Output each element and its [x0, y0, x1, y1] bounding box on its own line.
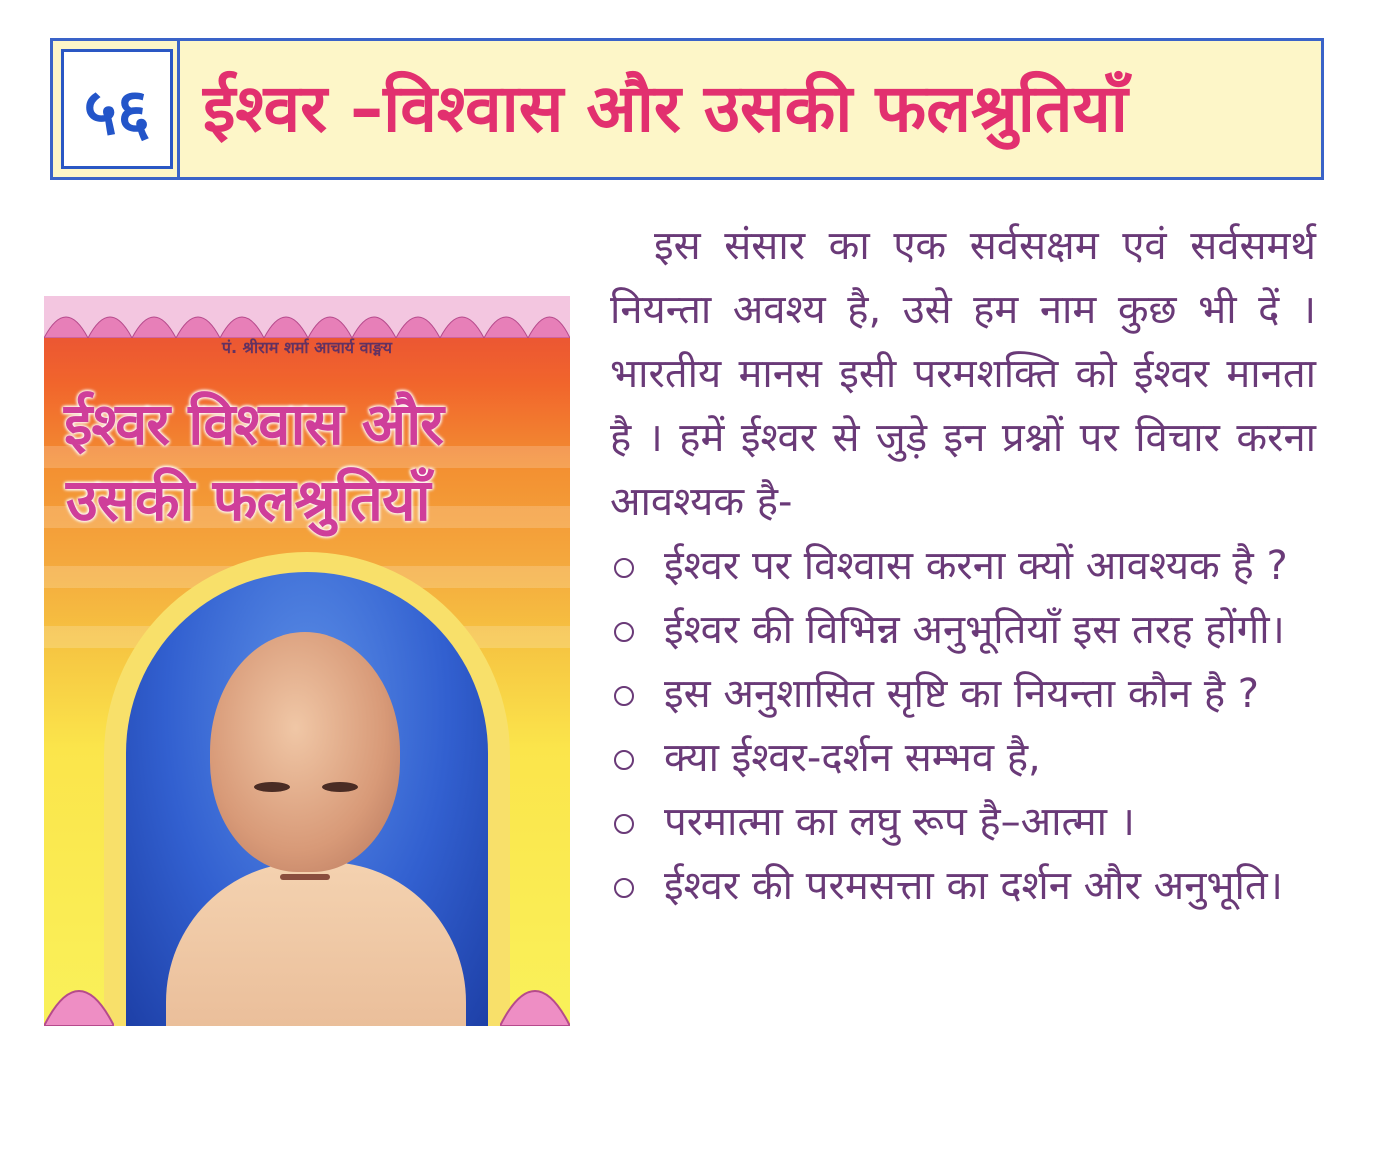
list-item: ईश्वर की परमसत्ता का दर्शन और अनुभूति। — [610, 854, 1316, 918]
portrait-mouth — [280, 874, 330, 880]
cover-title-line1: ईश्वर विश्वास और — [64, 390, 443, 458]
chapter-title: ईश्वर –विश्वास और उसकी फलश्रुतियाँ — [203, 70, 1128, 147]
article-body — [610, 214, 1316, 918]
cover-author: पं. श्रीराम शर्मा आचार्य वाङ्मय — [221, 338, 393, 357]
portrait-eye — [322, 782, 358, 792]
lotus-corner-icon — [44, 956, 114, 1026]
book-cover-image — [44, 296, 570, 1026]
portrait-body — [166, 862, 466, 1026]
header-divider — [177, 41, 180, 177]
chapter-number: ५६ — [61, 49, 173, 169]
lotus-corner-icon — [500, 956, 570, 1026]
portrait-head — [210, 632, 400, 872]
cover-title — [64, 386, 564, 538]
intro-paragraph: इस संसार का एक सर्वसक्षम एवं सर्वसमर्थ नियन्ता अवश्य है, उसे हम नाम कुछ भी दें । भारतीय मानस इसी परमशक्ति को ईश्वर मानता है । हमें ईश्वर से जुड़े इन प्रश्नों पर विचार करना आवश्यक है- — [610, 223, 1316, 525]
lotus-border-icon — [44, 296, 570, 338]
portrait-eye — [254, 782, 290, 792]
cover-title-line2: उसकी फलश्रुतियाँ — [66, 466, 430, 534]
list-item: ईश्वर पर विश्वास करना क्यों आवश्यक है ? — [610, 534, 1316, 598]
list-item: क्या ईश्वर-दर्शन सम्भव है, — [610, 726, 1316, 790]
question-list — [610, 534, 1316, 918]
list-item: परमात्मा का लघु रूप है–आत्मा । — [610, 790, 1316, 854]
list-item: ईश्वर की विभिन्न अनुभूतियाँ इस तरह होंगी। — [610, 598, 1316, 662]
chapter-header — [50, 38, 1324, 180]
portrait-photo — [126, 572, 488, 1026]
list-item: इस अनुशासित सृष्टि का नियन्ता कौन है ? — [610, 662, 1316, 726]
